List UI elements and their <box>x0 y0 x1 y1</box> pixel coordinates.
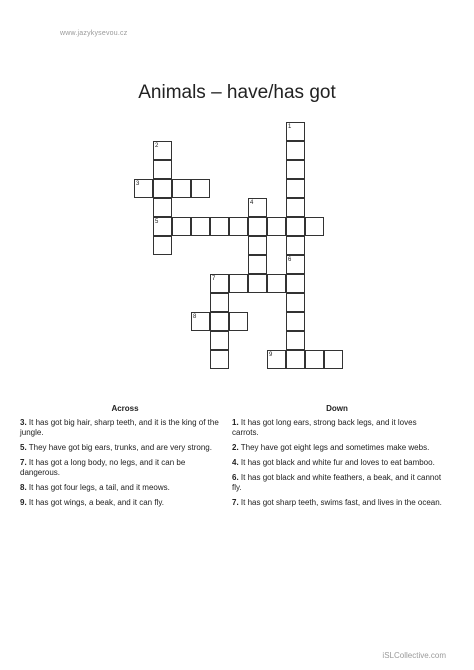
crossword-cell[interactable] <box>286 293 305 312</box>
crossword-cell[interactable] <box>286 217 305 236</box>
clue-number: 3 <box>136 181 140 187</box>
crossword-cell[interactable] <box>248 255 267 274</box>
crossword-cell[interactable] <box>286 179 305 198</box>
clue-number: 4 <box>250 200 254 206</box>
down-clue: 7. It has got sharp teeth, swims fast, and lives in the ocean. <box>232 498 442 507</box>
crossword-cell[interactable] <box>286 274 305 293</box>
crossword-cell[interactable] <box>153 160 172 179</box>
clue-number: 1 <box>288 124 292 130</box>
crossword-cell[interactable] <box>229 274 248 293</box>
crossword-cell[interactable] <box>172 217 191 236</box>
across-clue: 9. It has got wings, a beak, and it can fly. <box>20 498 164 507</box>
crossword-cell[interactable] <box>267 217 286 236</box>
across-clue: 7. It has got a long body, no legs, and it can be dangerous. <box>20 458 186 477</box>
down-clue: 2. They have got eight legs and sometimes make webs. <box>232 443 430 452</box>
crossword-cell[interactable] <box>210 331 229 350</box>
site-url: www.jazykysevou.cz <box>60 30 128 37</box>
crossword-cell[interactable] <box>248 274 267 293</box>
crossword-cell[interactable] <box>286 160 305 179</box>
crossword-cell[interactable] <box>248 217 267 236</box>
crossword-cell[interactable] <box>153 198 172 217</box>
down-clue: 4. It has got black and white fur and loves to eat bamboo. <box>232 458 435 467</box>
crossword-cell[interactable] <box>248 236 267 255</box>
crossword-cell[interactable] <box>172 179 191 198</box>
crossword-cell[interactable] <box>286 236 305 255</box>
clue-number: 6 <box>288 257 292 263</box>
crossword-cell[interactable] <box>324 350 343 369</box>
crossword-cell[interactable] <box>286 331 305 350</box>
across-heading: Across <box>111 404 139 413</box>
crossword-cell[interactable] <box>229 312 248 331</box>
crossword-cell[interactable] <box>153 179 172 198</box>
clue-number: 2 <box>155 143 159 149</box>
crossword-cell[interactable] <box>286 350 305 369</box>
crossword-cell[interactable] <box>210 312 229 331</box>
across-clue: 3. It has got big hair, sharp teeth, and it is the king of the jungle. <box>20 418 219 437</box>
clue-number: 7 <box>212 276 216 282</box>
crossword-cell[interactable] <box>191 217 210 236</box>
crossword-cell[interactable] <box>210 217 229 236</box>
crossword-cell[interactable] <box>229 217 248 236</box>
across-clue: 8. It has got four legs, a tail, and it meows. <box>20 483 170 492</box>
crossword-cell[interactable] <box>305 350 324 369</box>
clue-number: 5 <box>155 219 159 225</box>
clue-number: 8 <box>193 314 197 320</box>
crossword-cell[interactable] <box>191 179 210 198</box>
across-clue-list <box>20 418 220 513</box>
crossword-cell[interactable] <box>286 198 305 217</box>
footer-brand: iSLCollective.com <box>382 651 446 660</box>
down-heading: Down <box>326 404 348 413</box>
crossword-cell[interactable] <box>267 274 286 293</box>
crossword-cell[interactable] <box>305 217 324 236</box>
down-clue-list <box>232 418 442 513</box>
page-title: Animals – have/has got <box>138 82 336 103</box>
crossword-cell[interactable] <box>286 312 305 331</box>
across-clue: 5. They have got big ears, trunks, and are very strong. <box>20 443 212 452</box>
crossword-cell[interactable] <box>153 236 172 255</box>
crossword-cell[interactable] <box>210 350 229 369</box>
crossword-cell[interactable] <box>286 141 305 160</box>
down-clue: 6. It has got black and white feathers, a beak, and it cannot fly. <box>232 473 442 492</box>
clue-number: 9 <box>269 352 273 358</box>
down-clue: 1. It has got long ears, strong back legs, and it loves carrots. <box>232 418 417 437</box>
crossword-cell[interactable] <box>210 293 229 312</box>
